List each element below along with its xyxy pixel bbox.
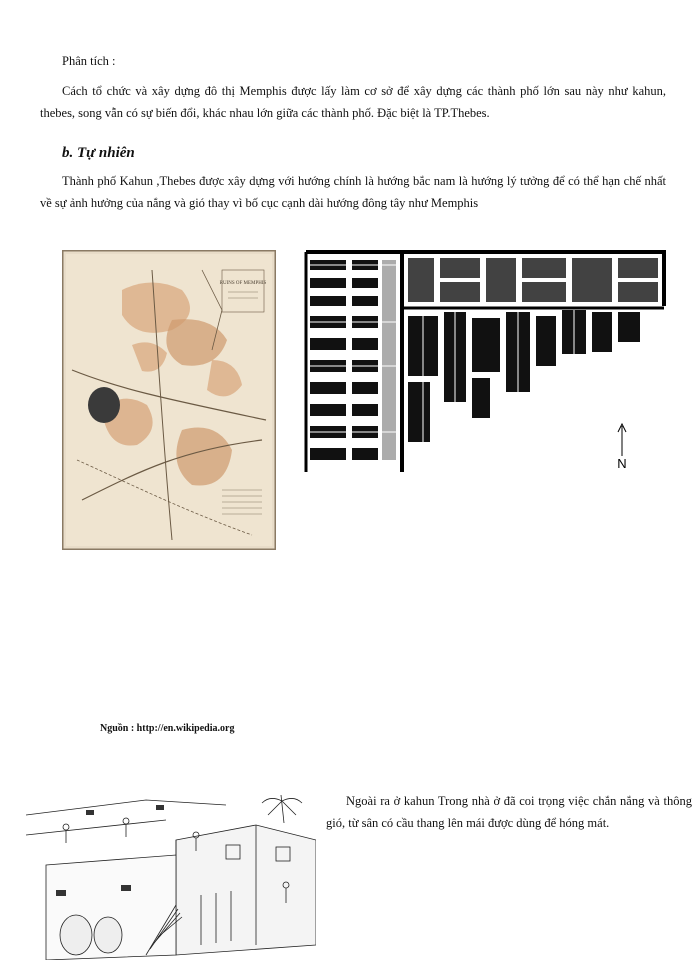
memphis-ruins-map: [62, 250, 276, 550]
kahun-house-illustration: [26, 795, 316, 960]
section-heading: b. Tự nhiên: [62, 145, 135, 161]
north-label: N: [617, 456, 627, 471]
map-title: RUINS OF MEMPHIS: [219, 281, 267, 286]
paragraph-memphis-analysis: Cách tổ chức và xây dựng đô thị Memphis được lấy làm cơ sở để xây dựng các thành phố lớn sau này như kahun, thebes, song vẫn có sự biến đổi, khác nhau lớn giữa các thành phố. Đặc biệt là TP.Thebes.: [40, 84, 666, 120]
paragraph-orientation: Thành phố Kahun ,Thebes được xây dựng với hướng chính là hướng bắc nam là hướng lý tưởng để có thể hạn chế nhất về sự ảnh hưởng của nắng và gió thay vì bố cục cạnh dài hướng đông tây như Memphis: [40, 174, 666, 210]
paragraph-kahun-house: Ngoài ra ở kahun Trong nhà ở đã coi trọng việc chắn nắng và thông gió, từ sân có cầu thang lên mái được dùng để hóng mát.: [326, 794, 692, 830]
source-caption: Nguồn : http://en.wikipedia.org: [100, 723, 235, 734]
kahun-town-plan: [304, 246, 666, 472]
section-label: Phân tích :: [62, 54, 116, 68]
